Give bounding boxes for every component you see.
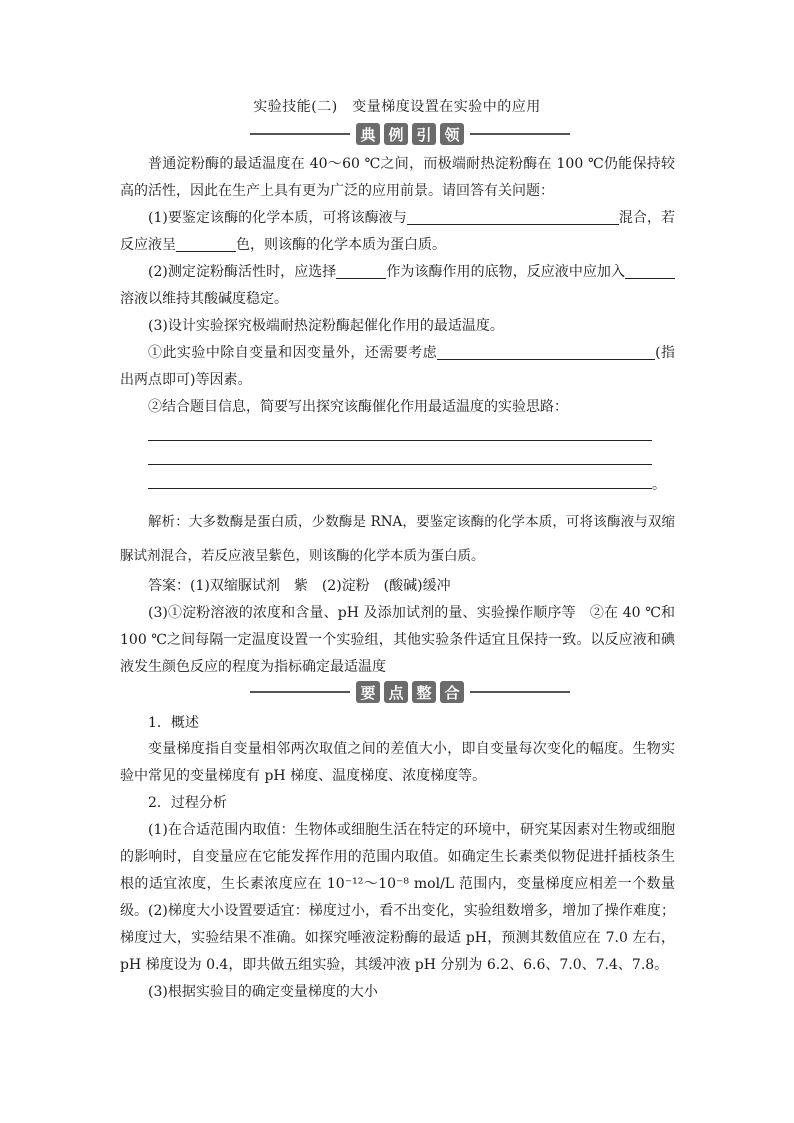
question-3-1 (120, 340, 675, 394)
banner-char: 点 (384, 681, 408, 703)
question-3-1-text-b: (指出两点即可)等因素。 (120, 345, 675, 388)
banner-rule-right (470, 691, 570, 693)
question-1-text-b: 混合，若反应液呈 (120, 210, 675, 253)
section-banner-examples (250, 122, 570, 146)
banner-char: 引 (412, 123, 436, 145)
answer-line[interactable] (148, 488, 652, 489)
question-1-text-a: (1)要鉴定该酶的化学本质，可将该酶液与 (148, 210, 407, 226)
banner-rule-left (250, 133, 350, 135)
answer-line-period: 。 (652, 477, 666, 493)
question-2-text-b: 作为该酶作用的底物，反应液中应加入 (386, 264, 625, 280)
banner-char: 例 (384, 123, 408, 145)
intro-paragraph: 普通淀粉酶的最适温度在 40～60 ℃之间，而极端耐热淀粉酶在 100 ℃仍能保持较高的活性，因此在生产上具有更为广泛的应用前景。请回答有关问题： (120, 156, 675, 199)
banner-char: 整 (412, 681, 436, 703)
answer-blank[interactable] (437, 343, 655, 360)
section-banner-key-points (250, 680, 570, 704)
banner-char: 典 (356, 123, 380, 145)
question-1 (120, 205, 675, 259)
banner-char: 领 (440, 123, 464, 145)
question-2-text-a: (2)测定淀粉酶活性时，应选择 (148, 264, 337, 280)
banner-char: 要 (356, 681, 380, 703)
question-3-1-text-a: ①此实验中除自变量和因变量外，还需要考虑 (148, 345, 438, 361)
question-2 (120, 259, 675, 313)
question-1-text-c: 色，则该酶的化学本质为蛋白质。 (236, 237, 446, 253)
banner-rule-right (470, 133, 570, 135)
answer-line-1: 答案：(1)双缩脲试剂 紫 (2)淀粉 (酸碱)缓冲 (148, 578, 451, 594)
analysis-paragraph: 解析：大多数酶是蛋白质，少数酶是 RNA，要鉴定该酶的化学本质，可将该酶液与双缩脲试剂混合，若反应液呈紫色，则该酶的化学本质为蛋白质。 (120, 514, 675, 564)
section-2-paragraph-1: (1)在合适范围内取值：生物体或细胞生活在特定的环境中，研究某因素对生物或细胞的影响时，自变量应在它能发挥作用的范围内取值。如确定生长素类似物促进扦插枝条生根的适宜浓度，生长素浓度应在 10⁻¹²～10⁻⁸ mol/L 范围内，变量梯度应相差一个数量级。 (120, 822, 675, 919)
banner-rule-left (250, 691, 350, 693)
answer-line-2: (3)①淀粉溶液的浓度和含量、pH 及添加试剂的量、实验操作顺序等 ②在 40 ℃和 100 ℃之间每隔一定温度设置一个实验组，其他实验条件适宜且保持一致。以反应液和碘液发生颜色反应的程度为指标确定最适温度 (120, 605, 675, 675)
section-2-heading: 2．过程分析 (148, 795, 227, 811)
section-2-paragraph-2: (2)梯度大小设置要适宜：梯度过小，看不出变化，实验组数增多，增加了操作难度；梯度过大，实验结果不准确。如探究唾液淀粉酶的最适 pH，预测其数值应在 7.0 左右，pH 梯度设为 0.4，即共做五组实验，其缓冲液 pH 分别为 6.2、6.6、7.0、7.4、7.8。 (120, 903, 675, 973)
question-3-2: ②结合题目信息，简要写出探究该酶催化作用最适温度的实验思路： (148, 399, 568, 415)
answer-blank[interactable] (336, 262, 386, 279)
section-1-heading: 1．概述 (148, 715, 199, 731)
section-2-paragraph-3: (3)根据实验目的确定变量梯度的大小 (148, 984, 378, 1000)
answer-line[interactable] (148, 440, 652, 441)
banner-char: 合 (440, 681, 464, 703)
question-2-text-c: 溶液以维持其酸碱度稳定。 (120, 291, 288, 307)
section-1-body: 变量梯度指自变量相邻两次取值之间的差值大小，即自变量每次变化的幅度。生物实验中常见的变量梯度有 pH 梯度、温度梯度、浓度梯度等。 (120, 741, 675, 784)
answer-blank[interactable] (407, 208, 619, 225)
answer-blank[interactable] (176, 235, 236, 252)
question-3: (3)设计实验探究极端耐热淀粉酶起催化作用的最适温度。 (148, 318, 504, 334)
page-title: 实验技能(二) 变量梯度设置在实验中的应用 (253, 99, 541, 115)
answer-blank[interactable] (625, 262, 675, 279)
answer-line[interactable] (148, 464, 652, 465)
